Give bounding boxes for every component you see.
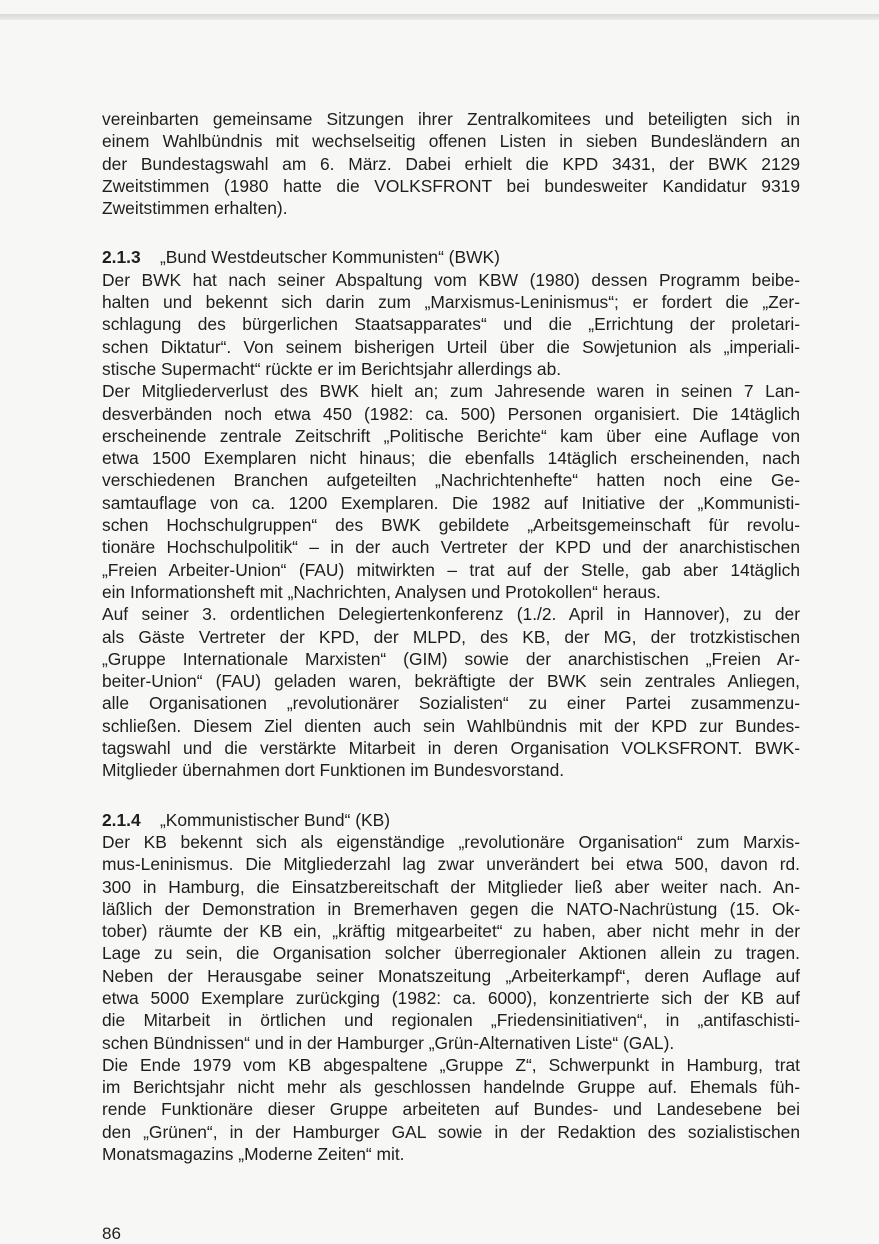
- text-line: Monatsmagazins „Moderne Zeiten“ mit.: [102, 1144, 405, 1165]
- intro-paragraphs: [102, 108, 800, 219]
- text-line: tober) räumte der KB ein, „kräftig mitgearbeitet“ zu haben, aber nicht mehr in der: [102, 921, 800, 942]
- text-line: tagswahl und die verstärkte Mitarbeit in deren Organisation VOLKSFRONT. BWK-: [102, 738, 800, 759]
- text-line: einem Wahlbündnis mit wechselseitig offenen Listen in sieben Bundesländern an: [102, 131, 800, 152]
- text-line: stische Supermacht“ rückte er im Berichtsjahr allerdings ab.: [102, 358, 562, 379]
- text-line: Auf seiner 3. ordentlichen Delegiertenkonferenz (1./2. April in Hannover), zu der: [102, 604, 800, 625]
- text-line: läßlich der Demonstration in Bremerhaven gegen die NATO-Nachrüstung (15. Ok-: [102, 898, 800, 919]
- text-line: schlagung des bürgerlichen Staatsapparates“ und die „Errichtung der proletari-: [102, 314, 800, 335]
- paragraph: [102, 269, 800, 380]
- text-line: „Freien Arbeiter-Union“ (FAU) mitwirkten – trat auf der Stelle, gab aber 14täglich: [102, 559, 800, 580]
- text-line: schließen. Diesem Ziel dienten auch sein Wahlbündnis mit der KPD zur Bundes-: [102, 715, 800, 736]
- paragraph: [102, 108, 800, 219]
- text-line: mus-Leninismus. Die Mitgliederzahl lag zwar unverändert bei etwa 500, davon rd.: [102, 854, 800, 875]
- text-line: als Gäste Vertreter der KPD, der MLPD, des KB, der MG, der trotzkistischen: [102, 626, 800, 647]
- document-page: [102, 108, 800, 1165]
- text-line: halten und bekennt sich darin zum „Marxismus-Leninismus“; er fordert die „Zer-: [102, 292, 800, 313]
- text-line: etwa 1500 Exemplaren nicht hinaus; die ebenfalls 14täglich erscheinenden, nach: [102, 448, 800, 469]
- section-title: „Kommunistischer Bund“ (KB): [160, 809, 391, 830]
- text-line: Lage zu sein, die Organisation solcher überregionaler Aktionen allein zu tragen.: [102, 943, 800, 964]
- text-line: vereinbarten gemeinsame Sitzungen ihrer Zentralkomitees und beteiligten sich in: [102, 109, 800, 129]
- section-number: 2.1.4: [102, 809, 141, 830]
- text-line: Der Mitgliederverlust des BWK hielt an; zum Jahresende waren in seinen 7 Lan-: [102, 381, 800, 402]
- text-line: den „Grünen“, in der Hamburger GAL sowie in der Redaktion des sozialistischen: [102, 1121, 800, 1142]
- text-line: 300 in Hamburg, die Einsatzbereitschaft der Mitglieder ließ aber weiter nach. An-: [102, 876, 800, 897]
- text-line: schen Hochschulgruppen“ des BWK gebildete „Arbeitsgemeinschaft für revolu-: [102, 515, 800, 536]
- text-line: die Mitarbeit in örtlichen und regionalen „Friedensinitiativen“, in „antifaschisti-: [102, 1010, 800, 1031]
- text-line: verschiedenen Branchen aufgeteilten „Nachrichtenhefte“ hatten noch eine Ge-: [102, 470, 800, 491]
- paragraph: [102, 1054, 800, 1165]
- text-line: beiter-Union“ (FAU) geladen waren, bekräftigte der BWK sein zentrales Anliegen,: [102, 671, 800, 692]
- text-line: schen Diktatur“. Von seinem bisherigen Urteil über die Sowjetunion als „imperiali-: [102, 336, 800, 357]
- text-line: Neben der Herausgabe seiner Monatszeitung „Arbeiterkampf“, deren Auflage auf: [102, 965, 800, 986]
- section-heading-2-1-3: [102, 246, 800, 268]
- text-line: Die Ende 1979 vom KB abgespaltene „Gruppe Z“, Schwerpunkt in Hamburg, trat: [102, 1054, 800, 1075]
- section-heading-2-1-4: [102, 809, 800, 831]
- section-body-2-1-3: [102, 269, 800, 782]
- text-line: rende Funktionäre dieser Gruppe arbeiteten auf Bundes- und Landesebene bei: [102, 1099, 800, 1120]
- paragraph: [102, 380, 800, 603]
- text-line: Der KB bekennt sich als eigenständige „revolutionäre Organisation“ zum Marxis-: [102, 831, 800, 852]
- text-line: im Berichtsjahr nicht mehr als geschlossen handelnde Gruppe auf. Ehemals füh-: [102, 1077, 800, 1098]
- text-line: Zweitstimmen (1980 hatte die VOLKSFRONT bei bundesweiter Kandidatur 9319: [102, 175, 800, 196]
- text-line: etwa 5000 Exemplare zurückging (1982: ca. 6000), konzentrierte sich der KB auf: [102, 987, 800, 1008]
- paragraph: [102, 831, 800, 1054]
- section-number: 2.1.3: [102, 247, 141, 268]
- text-line: samtauflage von ca. 1200 Exemplaren. Die 1982 auf Initiative der „Kommunisti-: [102, 492, 800, 513]
- text-line: „Gruppe Internationale Marxisten“ (GIM) sowie der anarchistischen „Freien Ar-: [102, 648, 800, 669]
- text-line: desverbänden noch etwa 450 (1982: ca. 500) Personen organisiert. Die 14täglich: [102, 403, 800, 424]
- text-line: erscheinende zentrale Zeitschrift „Politische Berichte“ kam über eine Auflage von: [102, 425, 800, 446]
- page-number: 86: [102, 1224, 121, 1243]
- text-line: schen Bündnissen“ und in der Hamburger „Grün-Alternativen Liste“ (GAL).: [102, 1032, 675, 1053]
- page-top-edge: [0, 14, 879, 20]
- text-line: alle Organisationen „revolutionärer Sozialisten“ zu einer Partei zusammenzu-: [102, 693, 800, 714]
- section-title: „Bund Westdeutscher Kommunisten“ (BWK): [160, 247, 500, 268]
- text-line: der Bundestagswahl am 6. März. Dabei erhielt die KPD 3431, der BWK 2129: [102, 153, 800, 174]
- text-line: Der BWK hat nach seiner Abspaltung vom KBW (1980) dessen Programm beibe-: [102, 269, 800, 290]
- section-body-2-1-4: [102, 831, 800, 1165]
- paragraph: [102, 603, 800, 781]
- text-line: Zweitstimmen erhalten).: [102, 198, 288, 219]
- text-line: Mitglieder übernahmen dort Funktionen im Bundesvorstand.: [102, 760, 565, 781]
- text-line: tionäre Hochschulpolitik“ – in der auch Vertreter der KPD und der anarchistischen: [102, 537, 800, 558]
- text-line: ein Informationsheft mit „Nachrichten, Analysen und Protokollen“ heraus.: [102, 581, 661, 602]
